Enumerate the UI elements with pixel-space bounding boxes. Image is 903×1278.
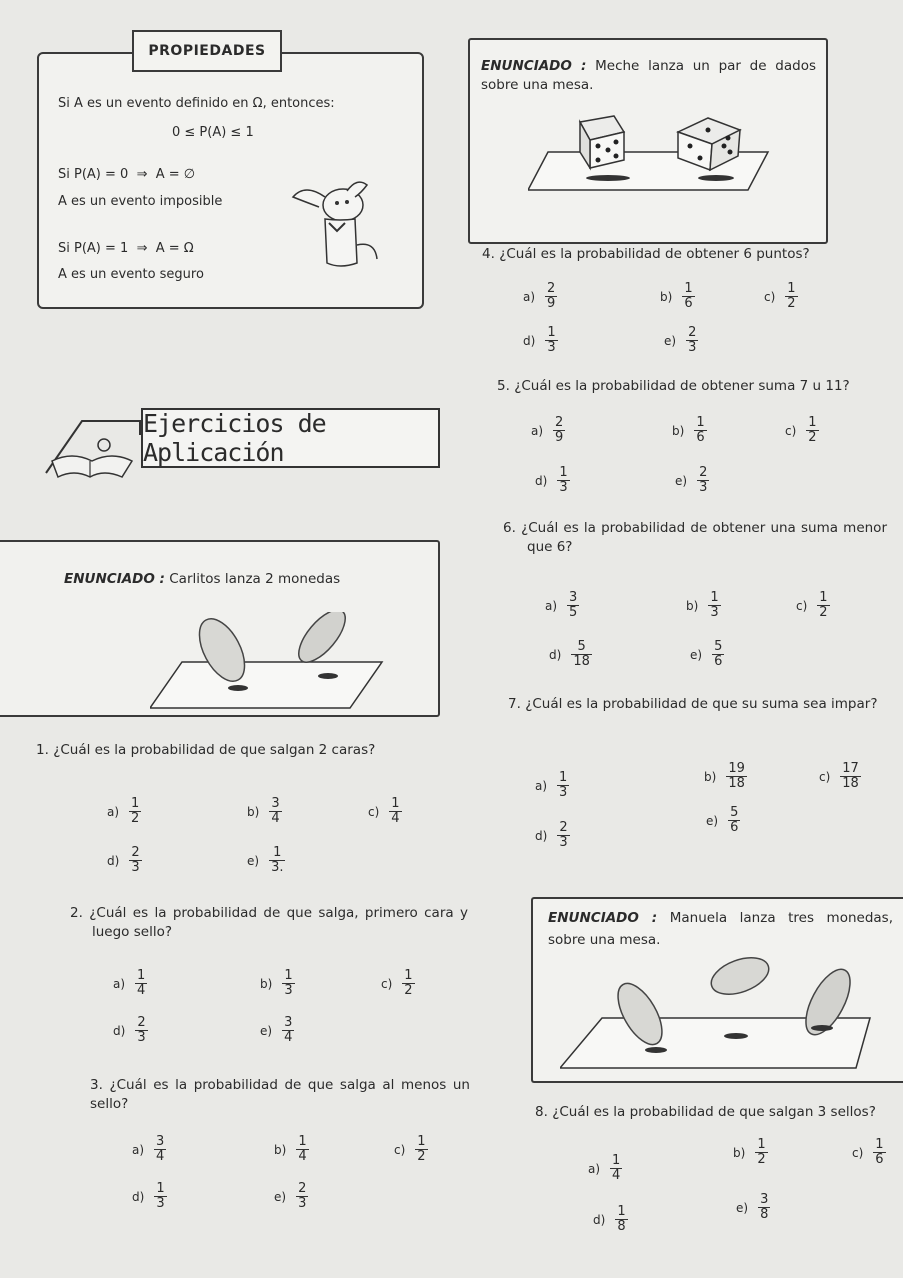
fraction-denominator: 3 [131,860,140,875]
question-8-number: 8. [535,1104,548,1120]
q3-option-d[interactable] [132,1182,167,1211]
fraction [873,1138,885,1167]
fraction-denominator: 3 [559,835,568,850]
dog-illustration [285,175,385,273]
q1-option-c[interactable] [368,797,402,826]
q2-option-e[interactable] [260,1016,294,1045]
question-7-text: ¿Cuál es la probabilidad de que su suma sea impar? [525,696,878,712]
fraction [557,771,569,800]
fraction-denominator: 9 [555,430,564,445]
fraction-numerator: 1 [757,1137,766,1152]
fraction [154,1135,166,1164]
option-letter: e) [274,1189,287,1204]
q1-option-d[interactable] [107,846,142,875]
fraction-numerator: 1 [273,845,282,860]
question-5 [497,377,897,396]
fraction-numerator: 3 [760,1192,769,1207]
fraction-denominator: 6 [714,654,723,669]
option-letter: b) [260,976,273,991]
fraction [282,1016,294,1045]
q6-option-d[interactable] [549,640,592,669]
fraction-denominator: 8 [760,1207,769,1222]
fraction-denominator: 2 [417,1149,426,1164]
enunciado-1-text [64,571,340,588]
question-1 [36,741,436,760]
q7-option-c[interactable] [819,762,861,791]
fraction [154,1182,166,1211]
option-letter: a) [535,778,548,793]
properties-rule-2-note: A es un evento seguro [58,267,204,282]
option-letter: c) [819,769,831,784]
option-letter: a) [523,289,536,304]
fraction [755,1138,767,1167]
fraction-denominator: 3 [699,480,708,495]
fraction-numerator: 1 [559,770,568,785]
fraction [682,282,694,311]
fraction-numerator: 3 [569,590,578,605]
fraction [728,806,740,835]
fraction-numerator: 1 [284,968,293,983]
fraction-denominator: 9 [547,296,556,311]
q6-option-b[interactable] [686,591,721,620]
fraction-denominator: 4 [391,811,400,826]
enunciado-2-label: ENUNCIADO : [481,58,587,74]
fraction [758,1193,770,1222]
option-letter: a) [107,804,120,819]
q3-option-c[interactable] [394,1135,428,1164]
question-3-number: 3. [90,1077,103,1093]
fraction-numerator: 2 [555,415,564,430]
q5-option-b[interactable] [672,416,707,445]
question-5-number: 5. [497,378,510,394]
fraction-denominator: 3. [271,860,284,875]
three-coins-illustration [560,948,880,1076]
fraction [296,1182,308,1211]
fraction-numerator: 1 [875,1137,884,1152]
fraction-denominator: 3 [688,340,697,355]
fraction-numerator: 1 [787,281,796,296]
option-letter: d) [523,333,536,348]
fraction [553,416,565,445]
question-4-number: 4. [482,246,495,262]
fraction [129,797,141,826]
fraction-numerator: 1 [559,465,568,480]
option-letter: d) [113,1023,126,1038]
fraction-denominator: 6 [684,296,693,311]
q7-option-e[interactable] [706,806,740,835]
option-letter: c) [785,423,797,438]
fraction-denominator: 3 [547,340,556,355]
fraction [708,591,720,620]
fraction-denominator: 3 [710,605,719,620]
fraction-numerator: 1 [404,968,413,983]
fraction-numerator: 19 [728,761,745,776]
option-letter: b) [274,1142,287,1157]
option-letter: e) [706,813,719,828]
option-letter: d) [549,647,562,662]
fraction-numerator: 1 [819,590,828,605]
fraction-denominator: 4 [612,1168,621,1183]
question-4-text: ¿Cuál es la probabilidad de obtener 6 puntos? [499,246,810,262]
enunciado-2-text [481,57,816,95]
fraction [557,466,569,495]
q7-option-d[interactable] [535,821,570,850]
properties-title: PROPIEDADES [132,30,282,72]
fraction-numerator: 1 [808,415,817,430]
fraction [615,1205,627,1234]
fraction [545,282,557,311]
option-letter: d) [132,1189,145,1204]
fraction [817,591,829,620]
option-letter: c) [368,804,380,819]
option-letter: c) [394,1142,406,1157]
fraction [571,640,592,669]
fraction-numerator: 1 [684,281,693,296]
option-letter: d) [107,853,120,868]
q8-option-e[interactable] [736,1193,770,1222]
fraction [610,1154,622,1183]
option-letter: c) [764,289,776,304]
question-8 [535,1103,903,1122]
fraction-numerator: 1 [391,796,400,811]
fraction-denominator: 3 [559,785,568,800]
fraction-denominator: 6 [696,430,705,445]
question-6-text: ¿Cuál es la probabilidad de obtener una suma menor que 6? [521,520,887,555]
fraction [296,1135,308,1164]
option-letter: a) [113,976,126,991]
question-5-text: ¿Cuál es la probabilidad de obtener suma 7 u 11? [514,378,850,394]
fraction-numerator: 5 [577,639,586,654]
question-7-number: 7. [508,696,521,712]
question-3 [90,1076,470,1114]
fraction-denominator: 2 [757,1152,766,1167]
fraction-denominator: 3 [559,480,568,495]
option-letter: b) [660,289,673,304]
properties-intro: Si A es un evento definido en Ω, entonces: [58,96,335,111]
fraction [567,591,579,620]
fraction-numerator: 1 [710,590,719,605]
q4-option-e[interactable] [664,326,698,355]
enunciado-1-description: Carlitos lanza 2 monedas [169,571,341,587]
fraction-numerator: 3 [284,1015,293,1030]
fraction [712,640,724,669]
fraction-numerator: 1 [696,415,705,430]
enunciado-1-label: ENUNCIADO : [64,571,165,587]
option-letter: a) [545,598,558,613]
option-letter: e) [247,853,260,868]
fraction-denominator: 8 [617,1219,626,1234]
question-2-number: 2. [70,905,83,921]
q4-option-a[interactable] [523,282,557,311]
fraction-denominator: 2 [787,296,796,311]
fraction [129,846,141,875]
fraction-numerator: 5 [730,805,739,820]
q4-option-d[interactable] [523,326,558,355]
fraction-numerator: 2 [298,1181,307,1196]
fraction-numerator: 1 [298,1134,307,1149]
enunciado-3-text [548,907,893,951]
q6-option-a[interactable] [545,591,579,620]
option-letter: a) [132,1142,145,1157]
q2-option-a[interactable] [113,969,147,998]
fraction [402,969,414,998]
fraction-numerator: 1 [612,1153,621,1168]
fraction-numerator: 3 [156,1134,165,1149]
fraction-denominator: 2 [808,430,817,445]
question-1-number: 1. [36,742,49,758]
enunciado-3-description: Manuela lanza tres monedas, sobre una mesa. [548,910,893,948]
fraction [269,846,285,875]
fraction [557,821,569,850]
q5-option-d[interactable] [535,466,570,495]
q6-option-c[interactable] [796,591,830,620]
fraction-denominator: 4 [156,1149,165,1164]
properties-inequality: 0 ≤ P(A) ≤ 1 [172,125,254,140]
fraction [686,326,698,355]
question-4 [482,245,882,264]
dice-illustration [528,112,778,192]
fraction-numerator: 2 [131,845,140,860]
book-icon [42,403,142,485]
fraction [726,762,747,791]
option-letter: c) [796,598,808,613]
q2-option-d[interactable] [113,1016,148,1045]
fraction-numerator: 1 [417,1134,426,1149]
fraction [415,1135,427,1164]
fraction-denominator: 4 [298,1149,307,1164]
fraction-numerator: 2 [137,1015,146,1030]
q2-option-c[interactable] [381,969,415,998]
fraction-denominator: 4 [137,983,146,998]
fraction-denominator: 2 [131,811,140,826]
option-letter: d) [593,1212,606,1227]
q7-option-a[interactable] [535,771,569,800]
option-letter: c) [852,1145,864,1160]
q3-option-b[interactable] [274,1135,309,1164]
q1-option-b[interactable] [247,797,282,826]
fraction [694,416,706,445]
option-letter: c) [381,976,393,991]
q7-option-b[interactable] [704,762,747,791]
option-letter: b) [672,423,685,438]
fraction-denominator: 18 [573,654,590,669]
fraction-denominator: 6 [730,820,739,835]
question-6 [503,519,887,557]
properties-rule-1: Si P(A) = 0 ⇒ A = ∅ [58,167,196,182]
q8-option-b[interactable] [733,1138,768,1167]
q1-option-e[interactable] [247,846,285,875]
fraction-denominator: 4 [284,1030,293,1045]
fraction-numerator: 2 [688,325,697,340]
q3-option-e[interactable] [274,1182,308,1211]
fraction-numerator: 1 [617,1204,626,1219]
properties-rule-1-note: A es un evento imposible [58,194,223,209]
fraction [269,797,281,826]
q2-option-b[interactable] [260,969,295,998]
fraction-numerator: 2 [547,281,556,296]
enunciado-2-description: Meche lanza un par de dados sobre una mesa. [481,58,816,93]
option-letter: b) [733,1145,746,1160]
q1-option-a[interactable] [107,797,141,826]
fraction-numerator: 1 [131,796,140,811]
fraction-numerator: 2 [559,820,568,835]
option-letter: a) [588,1161,601,1176]
fraction-numerator: 1 [137,968,146,983]
q4-option-b[interactable] [660,282,695,311]
fraction-denominator: 3 [284,983,293,998]
fraction [840,762,861,791]
enunciado-3-label: ENUNCIADO : [548,910,658,926]
fraction [806,416,818,445]
fraction-numerator: 3 [271,796,280,811]
question-8-text: ¿Cuál es la probabilidad de que salgan 3 sellos? [552,1104,876,1120]
option-letter: e) [260,1023,273,1038]
fraction-numerator: 1 [547,325,556,340]
option-letter: b) [704,769,717,784]
q8-option-d[interactable] [593,1205,628,1234]
fraction-numerator: 2 [699,465,708,480]
option-letter: d) [535,473,548,488]
option-letter: e) [690,647,703,662]
fraction [135,969,147,998]
fraction-denominator: 18 [728,776,745,791]
fraction-numerator: 1 [156,1181,165,1196]
fraction [545,326,557,355]
question-2-text: ¿Cuál es la probabilidad de que salga, primero cara y luego sello? [89,905,468,940]
fraction [389,797,401,826]
option-letter: d) [535,828,548,843]
fraction-denominator: 18 [842,776,859,791]
question-6-number: 6. [503,520,516,536]
q6-option-e[interactable] [690,640,724,669]
fraction-numerator: 17 [842,761,859,776]
fraction-denominator: 3 [156,1196,165,1211]
option-letter: b) [686,598,699,613]
question-7 [508,686,890,722]
fraction-denominator: 3 [298,1196,307,1211]
fraction [135,1016,147,1045]
two-coins-illustration [150,612,400,712]
question-3-text: ¿Cuál es la probabilidad de que salga al menos un sello? [90,1077,470,1112]
q4-option-c[interactable] [764,282,798,311]
option-letter: e) [664,333,677,348]
fraction-denominator: 6 [875,1152,884,1167]
q3-option-a[interactable] [132,1135,166,1164]
fraction-numerator: 5 [714,639,723,654]
q8-option-c[interactable] [852,1138,886,1167]
q5-option-e[interactable] [675,466,709,495]
fraction-denominator: 4 [271,811,280,826]
question-2 [70,904,468,942]
fraction-denominator: 3 [137,1030,146,1045]
option-letter: a) [531,423,544,438]
question-1-text: ¿Cuál es la probabilidad de que salgan 2 caras? [53,742,376,758]
fraction [697,466,709,495]
q5-option-c[interactable] [785,416,819,445]
properties-rule-2: Si P(A) = 1 ⇒ A = Ω [58,241,194,256]
q8-option-a[interactable] [588,1154,622,1183]
option-letter: e) [675,473,688,488]
fraction-denominator: 2 [404,983,413,998]
option-letter: e) [736,1200,749,1215]
q5-option-a[interactable] [531,416,565,445]
fraction [282,969,294,998]
exercises-banner: Ejercicios de Aplicación [141,408,440,468]
fraction-denominator: 2 [819,605,828,620]
fraction-denominator: 5 [569,605,578,620]
fraction [785,282,797,311]
option-letter: b) [247,804,260,819]
